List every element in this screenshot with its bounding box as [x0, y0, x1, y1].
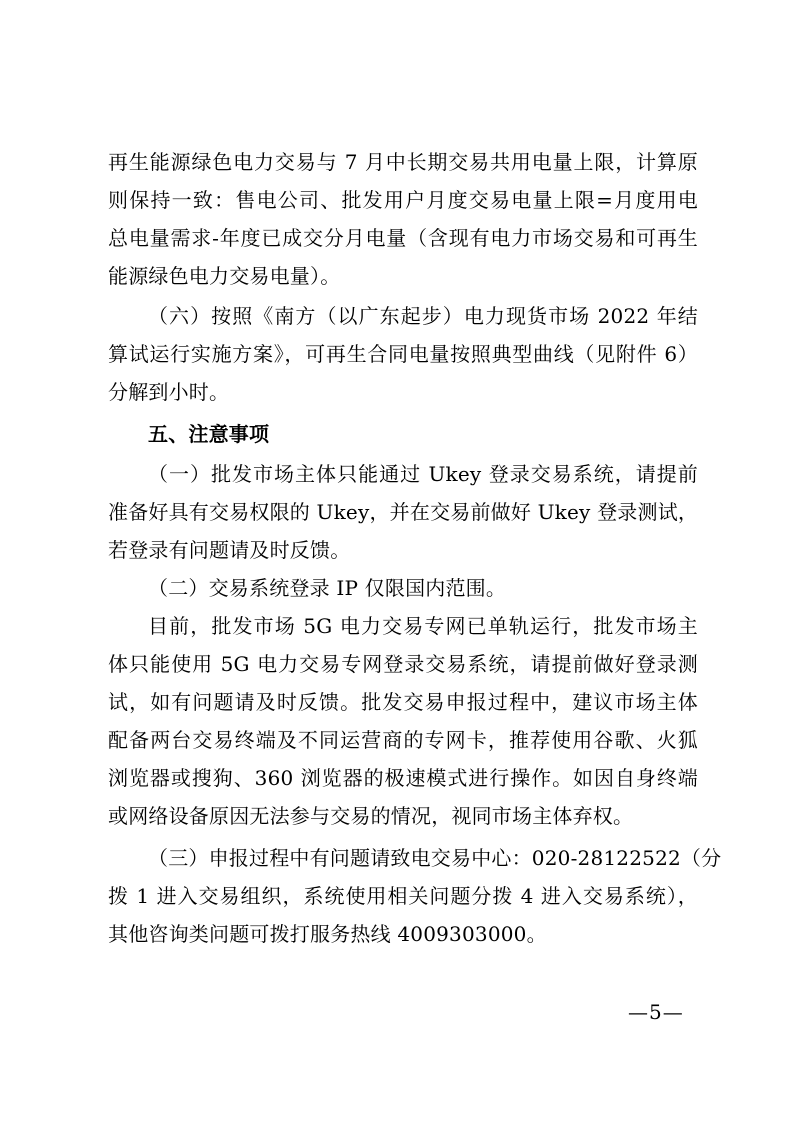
- notice-1-line-3: 若登录有问题请及时反馈。: [108, 538, 351, 562]
- notice-2-detail-line-3: 试，如有问题请及时反馈。批发交易申报过程中，建议市场主体: [108, 690, 698, 714]
- paragraph-6-line-2: 算试运行实施方案》，可再生合同电量按照典型曲线（见附件 6）: [108, 342, 698, 366]
- notice-2-detail-line-4: 配备两台交易终端及不同运营商的专网卡，推荐使用谷歌、火狐: [108, 728, 698, 752]
- paragraph-5-line-3: 总电量需求-年度已成交分月电量（含现有电力市场交易和可再生: [108, 226, 698, 250]
- notice-1-line-1: （一）批发市场主体只能通过 Ukey 登录交易系统，请提前: [148, 462, 698, 486]
- paragraph-6-line-3: 分解到小时。: [108, 380, 230, 404]
- paragraph-5-line-2: 则保持一致：售电公司、批发用户月度交易电量上限=月度用电: [108, 188, 698, 212]
- notice-3-line-3: 其他咨询类问题可拨打服务热线 4009303000。: [108, 922, 547, 946]
- paragraph-5-line-1: 再生能源绿色电力交易与 7 月中长期交易共用电量上限，计算原: [108, 150, 698, 174]
- paragraph-6-line-1: （六）按照《南方（以广东起步）电力现货市场 2022 年结: [148, 304, 698, 328]
- section-heading: 五、注意事项: [148, 422, 270, 446]
- notice-2-line-1: （二）交易系统登录 IP 仅限国内范围。: [148, 576, 507, 600]
- notice-3-line-1: （三）申报过程中有问题请致电交易中心：020-28122522（分: [148, 846, 722, 870]
- notice-2-detail-line-1: 目前，批发市场 5G 电力交易专网已单轨运行，批发市场主: [148, 614, 698, 638]
- notice-2-detail-line-6: 或网络设备原因无法参与交易的情况，视同市场主体弃权。: [108, 804, 634, 828]
- notice-2-detail-line-5: 浏览器或搜狗、360 浏览器的极速模式进行操作。如因自身终端: [108, 766, 698, 790]
- page-number: —5—: [628, 1000, 684, 1024]
- notice-1-line-2: 准备好具有交易权限的 Ukey，并在交易前做好 Ukey 登录测试，: [108, 500, 699, 524]
- paragraph-5-line-4: 能源绿色电力交易电量）。: [108, 264, 341, 288]
- notice-3-line-2: 拨 1 进入交易组织，系统使用相关问题分拨 4 进入交易系统），: [108, 884, 698, 908]
- notice-2-detail-line-2: 体只能使用 5G 电力交易专网登录交易系统，请提前做好登录测: [108, 652, 698, 676]
